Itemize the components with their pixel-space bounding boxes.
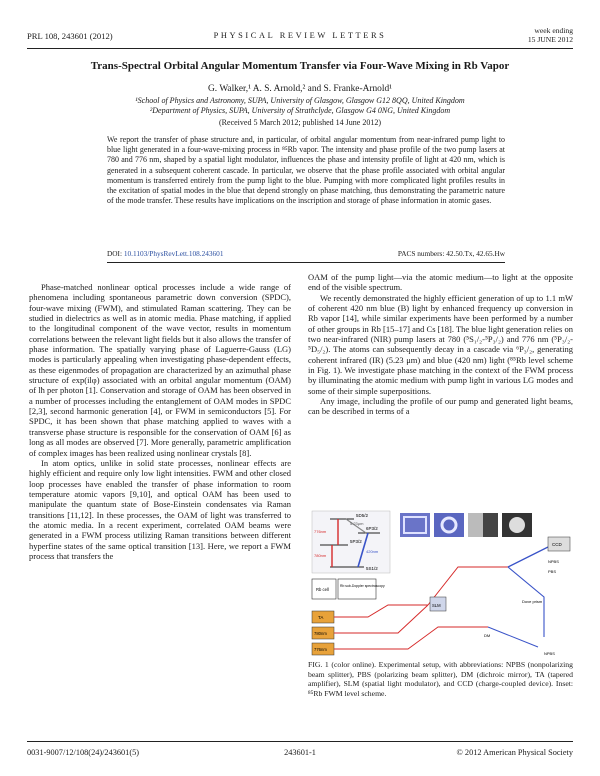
journal-name: PHYSICAL REVIEW LETTERS [213, 31, 387, 40]
box-label: NPBS [544, 651, 555, 656]
paragraph: In atom optics, unlike in solid state processes, nonlinear effects are highly efficient and require only low light intensities. FWM and other closed loop processes have enabled the transfer of phase information to room temperature atomic vapors [9,10], and optical OAM has been used to manipulate the quantum state of Bose-Einstein condensates via Raman transitions [11,12]. In these processes, the OAM of light was transferred to the atomic media. In a recent experiment, correlated OAM beams were generated in a FWM process utilizing Raman transitions between different hyperfine states of the same optical transition [13]. Here, we report a FWM process that transfers the [29, 457, 291, 561]
paper-title: Trans-Spectral Orbital Angular Momentum Transfer via Four-Wave Mixing in Rb Vapor [90, 60, 510, 72]
mode-image-half [468, 513, 483, 537]
copyright: © 2012 American Physical Society [456, 748, 573, 757]
week-label: week ending [534, 26, 573, 35]
doi-link[interactable]: 10.1103/PhysRevLett.108.243601 [123, 249, 224, 258]
wavelength-label: 780nm [314, 553, 327, 558]
mode-images [400, 513, 532, 537]
box-label: DM [484, 633, 491, 638]
figure-1 [308, 507, 576, 659]
wavelength-label: 776nm [314, 529, 327, 534]
wavelength-label: 5.23μm [350, 521, 364, 526]
paragraph: OAM of the pump light—via the atomic medium—to light at the opposite end of the visible spectrum. [308, 272, 573, 293]
affiliation-1: ¹School of Physics and Astronomy, SUPA, University of Glasgow, Glasgow G12 8QQ, United Kingdom [135, 96, 465, 105]
journal-citation: PRL 108, 243601 (2012) [27, 31, 113, 41]
spectroscopy-box [338, 579, 376, 599]
page-number: 243601-1 [284, 748, 316, 757]
box-label: SLM [432, 603, 441, 608]
box-label: CCD [552, 542, 562, 547]
box-label: 780nm [314, 631, 327, 636]
level-label: 5P3/2 [350, 539, 362, 544]
column-left [29, 282, 291, 561]
pacs-numbers: PACS numbers: 42.50.Tx, 42.65.Hw [397, 249, 505, 258]
doi [107, 249, 223, 258]
box-label: PBS [548, 569, 557, 574]
box-label: Rb cell [316, 587, 329, 592]
gauss-mode [509, 517, 525, 533]
date: 15 JUNE 2012 [527, 35, 573, 44]
level-label: 5D5/2 [356, 513, 369, 518]
footer-code: 0031-9007/12/108(24)/243601(5) [27, 748, 139, 757]
setup-diagram [308, 507, 576, 659]
pump-beam [334, 627, 491, 649]
blue-beam [508, 547, 548, 567]
box-label: 776nm [314, 647, 327, 652]
wavelength-label: 420nm [366, 549, 379, 554]
column-right [308, 272, 573, 417]
header-rule [27, 48, 573, 49]
running-header [27, 26, 573, 46]
box-label: Rb sub-Doppler spectroscopy [340, 584, 385, 588]
box-label: TA [318, 615, 324, 620]
pump-beam [334, 605, 428, 617]
box-label: Dove prism [522, 599, 543, 604]
level-label: 6P3/2 [366, 526, 378, 531]
affiliation-2: ²Department of Physics, SUPA, University of Strathclyde, Glasgow G4 0NG, United Kingdom [149, 106, 451, 115]
paragraph: We recently demonstrated the highly efficient generation of up to 1.1 mW of coherent 420 nm blue (B) light by enhanced frequency up conversion in Rb vapor [14], while similar experiments have been performed by a number of other groups in Rb [15–17] and Cs [18]. The blue light generation relies on two near-infrared (NIR) pump lasers at 780 (⁵S₁/₂-⁵P₃/₂) and 776 nm (⁵P₃/₂-⁵D₅/₂). The atoms can subsequently decay in a cascade via ⁶P₃/₂, generating coherent infrared (IR) (5.23 μm) and blue (420 nm) light (⁸⁵Rb level scheme in Fig. 1). We investigate phase matching in the context of the FWM process by illuminating the atomic medium with pump light in various LG modes and some of their simple superpositions. [308, 292, 573, 396]
figure-caption: FIG. 1 (color online). Experimental setup, with abbreviations: NPBS (nonpolarizing beam splitter), PBS (polarizing beam splitter), DM (dichroic mirror), TA (tapered amplifier), SLM (spatial light modulator), and CCD (charge-coupled device). Inset: ⁸⁵Rb FWM level scheme. [308, 660, 573, 699]
blue-beam [488, 627, 538, 647]
doi-label: DOI: [107, 249, 124, 258]
paragraph: Phase-matched nonlinear optical processes include a wide range of phenomena including spontaneous parametric down conversion (SPDC), four-wave mixing (FWM), and stimulated Raman scattering. They can be studied in dielectrics as well as in atomic media. Phase matching, if applied to the longitudinal component of the wave vector, results in momentum correlations between the relevant light fields but it also allows the transfer of phase information. The spatially varying phase of Laguerre-Gauss (LG) modes is particularly appealing when investigating phase-dependent effects, as these eigenmodes of propagation are characterized by an azimuthal phase structure of exp(ilφ) associated with an orbital angular momentum (OAM) of lħ per photon [1]. Conservation and storage of OAM has been observed in a number of processes including the entanglement of OAM modes in SPDC [2,3], second harmonic generation [4], or FWM in semiconductors [5]. For SPDC, it has been shown that phase matching applied to waves with a transverse phase structure is responsible for the conservation of OAM [6] as long as all modes are observed [7]. More generally, parametric amplification of complex images has been realized using nonlinear crystals [8]. [29, 282, 291, 458]
issue-date [528, 26, 573, 44]
author-list: G. Walker,¹ A. S. Arnold,² and S. Franke-Arnold¹ [208, 84, 392, 94]
box-label: NPBS [548, 559, 559, 564]
footer-rule [27, 741, 573, 742]
abstract: We report the transfer of phase structure and, in particular, of orbital angular momentum from near-infrared pump light to blue light generated in a four-wave-mixing process in ⁸⁵Rb vapor. The intensity and phase profile of the two pump lasers at 780 and 776 nm, shaped by a spatial light modulator, influences the phase and intensity profile of light at 420 nm, which is generated in a subsequent coherent cascade. In particular, we observe that the phase profile associated with orbital angular momentum is transferred entirely from the pump light to the blue. Pumping with more complicated light profiles results in the excitation of spatial modes in the blue that depend strongly on phase matching, thus demonstrating the parametric nature of the mode transfer. These results have implications on the inscription and storage of phase information in atomic gases. [107, 135, 505, 206]
level-label: 5S1/2 [366, 566, 378, 571]
paragraph: Any image, including the profile of our pump and generated light beams, can be described in terms of a [308, 396, 573, 417]
received-date: (Received 5 March 2012; published 14 June 2012) [219, 118, 381, 127]
abstract-rule [107, 262, 505, 263]
